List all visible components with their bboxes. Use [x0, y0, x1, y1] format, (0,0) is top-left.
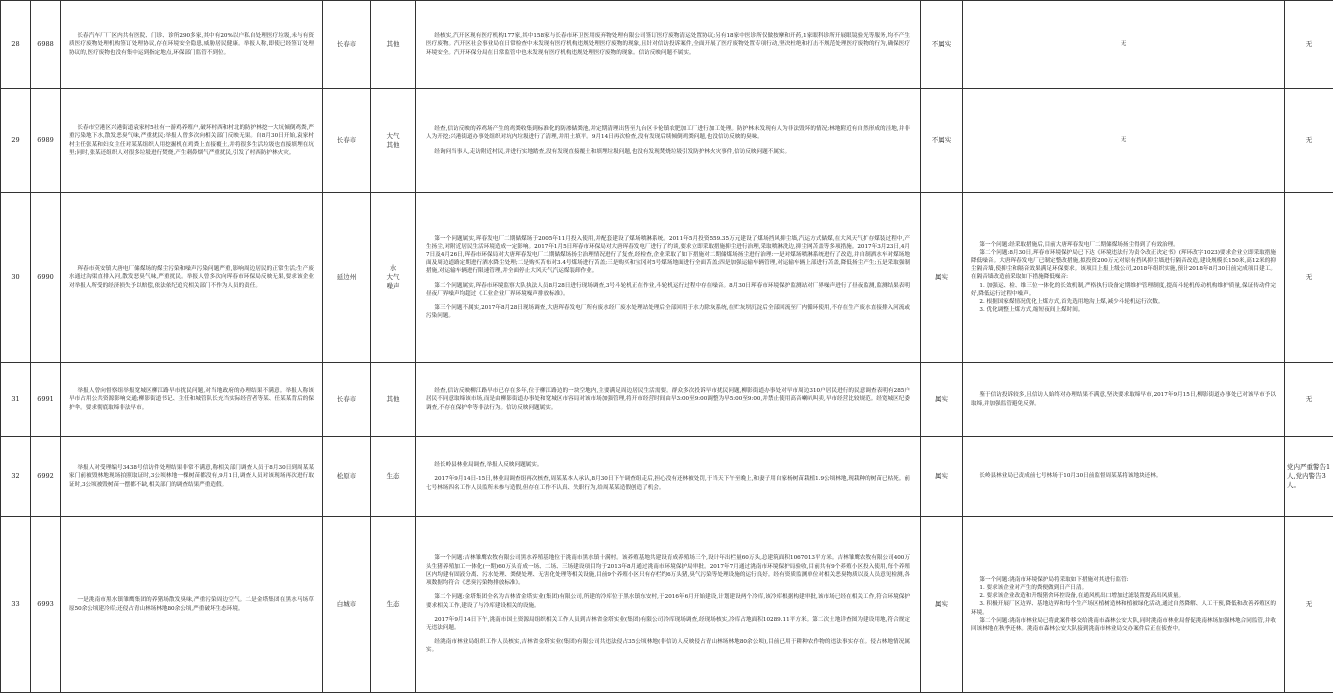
investigation-result: [416, 363, 921, 437]
result-paragraph: 经洮南市林业局组织工作人员核实,吉林省金塔实业(集团)有限公司共违法侵占35公顷林地(非信访人反映侵占青山林场林地80余公顷),目前已用于耕种农作物的违法事实存在。侵占林地情况属实。: [426, 638, 910, 654]
result-paragraph: 第二个问题属实,珲春市环境监察大队执法人员8月28日进行现场调查,3号斗轮机正在作业,斗轮机运行过程中存在噪音。8月30日珲春市环境保护监测站对厂界噪声进行了昼夜监测,监测结果表明昼夜厂界噪声均超过《工业企业厂界环境噪声排放标准》。: [426, 282, 910, 298]
pollution-type: 生态: [371, 437, 416, 517]
complaint-text: [61, 1, 323, 89]
investigation-result: [416, 193, 921, 363]
city-cell: 长春市: [323, 1, 371, 89]
pollution-type: 大气 其他: [371, 89, 416, 193]
handling-paragraph: 2. 根据国家煤情况优化上煤方式,首先选用地沟上煤,减少斗轮机运行次数。: [971, 298, 1276, 306]
verdict-cell: 属实: [921, 517, 963, 693]
handling-paragraph: 第二个问题:8月30日,珲春市环境保护局已下达《环境违法行为责令改正决定书》(珲环改字1023)要求企业立即采取措施降低噪音。大唐珲春发电厂已制定整改措施,拟投资200万元对原有挡风抑尘墙进行隔音改造,建设规模长150米,高12米的抑尘隔音墙,使抑尘和隔音效果满足环保要求。该项目上报上级公司,2018年组织实施,预计2018年8月30日前完成项目建工。在隔音墙改造前采取如下措施降低噪音:: [971, 249, 1276, 282]
city-cell: 长春市: [323, 363, 371, 437]
complaint-id: 6991: [31, 363, 61, 437]
result-paragraph: 第一个问题:吉林雏鹰农牧有限公司黑水养殖基地位于洮南市黑水镇十满村。该养殖基地共建设育成养殖场三个,设计年出栏量60万头,总建筑面积1067013平方米。吉林雏鹰农牧有限公司400万头生猪养殖加工一体化(一期)60万头育成一场、二场、三场建设项目均于2013年8月通过洮南市环境保护局审批。2017年7月通过洮南市环境保护局验收,目前共有9个养殖小区投入使用,每个养殖区内均建有固液分离、污水处理、粪便处理、无害化处理等相关设施,目前9个养殖小区只有存栏约6万头猪,臭气污染等处理设施的运行良好。经有资质监测单位对相关恶臭物质以及人员意见检测,各项数据均符合《恶臭污染物排放标准》。: [426, 554, 910, 587]
accountability-cell: 无: [1285, 89, 1333, 193]
complaint-paragraph: 珲春市英安镇大唐电厂储煤场的煤尘污染和噪声污染问题严重,影响周边居民的正常生活;生产废水通过沟渠直排入河,散发恶臭气味,严重扰民。举报人曾多次向珲春市环保局反映无果,要求该企业对举报人所受的经济损失予以赔偿,依法依纪追究相关部门不作为人员的责任。: [69, 265, 314, 290]
pollution-type: 其他: [371, 1, 416, 89]
row-number: 30: [1, 193, 31, 363]
verdict-cell: 属实: [921, 437, 963, 517]
table-row: [1, 363, 1333, 437]
table-row: [1, 437, 1333, 517]
result-paragraph: 经查,信访反映柳江路早市已存在多年,位于柳江路边的一块空地内,主要满足周边居民生活需要。群众多次投诉早市扰民问题,柳影街道办事处对早市周边310户居民进行的民意调查表明有285户居民不同意取缔该市场,而是由柳影街道办事处和宽城区市容局对该市场加强管理,将开市经营时间由早3:00至9:00调整为早5:00至9:00,并禁止使用高音喇叭叫卖,早市经营比较规范。经宽城区纪委调查,不存在保护伞等非法行为。信访反映问题属实。: [426, 387, 910, 412]
result-paragraph: 第二个问题:金塔集团全名为吉林省金塔实业(集团)有限公司,所建的冷库位于黑水镇东安村,于2016年6月开始建设,计划建设两个冷库,该冷库根据构建审批,该市场已经在相关工作,符合环境保护要求相关工作,建设了与冷库建设相关的设施。: [426, 593, 910, 609]
handling-paragraph: 第一个问题:经采取措施后,目前大唐珲春发电厂二期储煤场扬尘得到了有效治理。: [971, 241, 1276, 249]
complaint-id: 6990: [31, 193, 61, 363]
handling-paragraph: 第一个问题:洮南市环境保护局将采取如下措施对其进行监管:: [971, 576, 1276, 584]
complaint-paragraph: 长春市空港区兴港街道袁家村5社有一游鸡养殖户,破坏村西和村北的防护林挖一大坑倾倒鸡粪,严重污染地下水,散发恶臭气味,严重扰民;举报人曾多次向相关部门反映无果。自8月30日开始,袁家村村主任张某和妇女主任对某某组织人用挖掘机在鸡粪上直接覆土,并将很多生活垃圾也直接填埋在坑里;同时,张某还组织人对很多垃圾进行焚烧,产生刺鼻烟气严重扰民,引发了村西防护林火灾。: [69, 124, 314, 157]
handling-measures: [963, 363, 1285, 437]
result-paragraph: 2017年9月14日-15日,林业局调查组再次核查,周某某本人承认,8月30日下午调查组走后,担心没有还林被处罚,于当天下午至晚上,和妻子用自家杨树苗栽植1.9公顷林地,现栽种的树苗已枯死。前七号林场四名工作人员监所未参与造假,但存在工作不认真、失职行为,给周某某造假创造了机会。: [426, 475, 910, 491]
city-cell: 松原市: [323, 437, 371, 517]
city-cell: 长春市: [323, 89, 371, 193]
result-paragraph: 经查,信访反映的养鸡场产生的鸡粪收集到标准化的防渗储粪池,并定期清理出售至九台区卡伦镇农肥加工厂进行加工处理。防护林未发现有人为非法毁坏的情况;林地附近有自然形成的洼地,并非人为开挖;兴港街道办事处组织对坑内垃圾进行了清理,并用土填平。9月14日再次检查,没有发现后续倾倒鸡粪问题,也没信访反映的臭味。: [426, 125, 910, 141]
handling-paragraph: 长岭县林业局已责成前七号林场于10月30日前监督周某某将该地块还林。: [971, 472, 1276, 480]
row-number: 31: [1, 363, 31, 437]
complaint-text: [61, 193, 323, 363]
verdict-cell: 属实: [921, 363, 963, 437]
table-row: [1, 517, 1333, 693]
row-number: 33: [1, 517, 31, 693]
complaint-id: 6993: [31, 517, 61, 693]
handling-measures: [963, 437, 1285, 517]
handling-paragraph: 2. 要求该企业改造和升级猪舍环控设备,在通风机出口增加过滤装置提高出风质量。: [971, 592, 1276, 600]
investigation-result: [416, 517, 921, 693]
verdict-cell: 不属实: [921, 89, 963, 193]
investigation-result: [416, 89, 921, 193]
handling-paragraph: 鉴于信访投诉较多,且信访人始终对办理结果不满意,坚决要求取缔早市,2017年9月15日,柳影街道办事处已对该早市予以取缔,并加强监管避免反弹。: [971, 391, 1276, 407]
verdict-cell: 不属实: [921, 1, 963, 89]
complaint-id: 6989: [31, 89, 61, 193]
complaint-id: 6992: [31, 437, 61, 517]
verdict-cell: 属实: [921, 193, 963, 363]
complaint-text: [61, 517, 323, 693]
table-row: [1, 193, 1333, 363]
table-row: [1, 89, 1333, 193]
handling-measures: [963, 89, 1285, 193]
accountability-cell: 党内严重警告1人,党内警告3人。: [1285, 437, 1333, 517]
city-cell: 白城市: [323, 517, 371, 693]
handling-paragraph: 3. 积极开展厂区边界、基地边界和每个生产场区植树造林和植被绿化活动,通过自然降解、人工干预,降低和改善养殖区的环境。: [971, 600, 1276, 616]
complaint-text: [61, 437, 323, 517]
handling-measures: [963, 1, 1285, 89]
pollution-type: 水 大气 噪声: [371, 193, 416, 363]
result-paragraph: 第三个问题不属实,2017年8月28日现场调查,大唐珲春发电厂所有废水经厂废水处理站处理后全部回用于水力除灰系统,在贮灰坝沉淀后全部回流至厂内循环使用,不存在生产废水直接排入河流或污染问题。: [426, 304, 910, 320]
result-paragraph: 第一个问题属实,珲春发电厂二期储煤场于2005年11月投入使用,并配套建设了煤场喷淋系统。2011年5月投资559.35万元建设了煤场挡风抑尘墙,汽运方式储煤,在大风天气扩存煤装过程中,产生扬尘,对附近居民生活环境造成一定影响。2017年1月5日珲春市环保局对大唐珲春发电厂进行了约谈,要求立即采取措施抑尘进行治理,采取喷淋洗边,抑尘网苫盖等多项措施。2017年3月23日,4月7日及4月26日,珲春市环保局对大唐珲春发电厂二期储煤场扬尘治理情况进行了复查,经检查,企业采取了如下措施对二期储煤场扬尘进行治理:一是对煤场喷淋系统进行了改造,并自制洒水车对煤场地面及周边道路定期进行洒水降尘处理;二是购买苫布对3.4号煤场进行苫盖;三是购买和宝冈对5号煤场地面进行全面苫盖;四是加强运输车辆管理,对运输车辆上部进行苫盖,降低扬尘产生;五是采取强制措施,对运输车辆进行限速管理,并全面停止大风天气汽运煤装卸作业。: [426, 235, 910, 276]
complaint-paragraph: 举报人对受理编号3438号信访件处理结果非常不满意,称相关部门调查人员于8月30日到周某某家门前被毁林地现场拍照取证时,3公顷林地一棵树苗都没有,9月1日,调查人员对该现场再次进行取证时,3公顷被毁树苗一摆都不缺,相关部门的调查结果严重造假。: [69, 464, 314, 489]
handling-measures: [963, 193, 1285, 363]
handling-paragraph: 无: [971, 40, 1276, 48]
complaint-paragraph: 举报人曾向督察组举报宽城区柳江路早市扰民问题,对当地政府的办理结果不满意。举报人称该早市占用公共资源影响交通;柳影街道书记、主任和城管队长充当实际经营者等某、任某某背后的保护伞。要求彻底取缔非法早市。: [69, 387, 314, 412]
handling-paragraph: 第二个问题:洮南市林业局已将此案件移交给洮南市森林公安大队,同时洮南市林业局督促洮南林场加强林地合同监管,并收回该林地在秋季还林。洮南市森林公安大队接到洮南市林业局交办案件后正在侦查中。: [971, 617, 1276, 633]
city-cell: 延边州: [323, 193, 371, 363]
complaint-id: 6988: [31, 1, 61, 89]
result-paragraph: 经询问当事人,走访附近村民,并进行实地踏查,没有发现直接覆土和填埋垃圾问题,也没有发现焚烧垃圾引发防护林火灾事件,信访反映问题不属实。: [426, 148, 910, 156]
row-number: 28: [1, 1, 31, 89]
table-row: [1, 1, 1333, 89]
row-number: 29: [1, 89, 31, 193]
handling-paragraph: 无: [971, 136, 1276, 144]
accountability-cell: 无: [1285, 363, 1333, 437]
pollution-type: 生态: [371, 517, 416, 693]
result-paragraph: 经核实,汽开区现有医疗机构177家,其中158家与长春市环卫医用废弃物处理有限公司签订医疗废物清运处置协议;另有18家中医诊所仅做按摩和开药,1家眼科诊所开展眼镜验光等服务,均不产生医疗废物。汽开区社会事业局在日常检查中未发现有医疗机构违规处理医疗废物的现象,且针对信访投诉案件,全面开展了医疗废物处置专项行动,坚决杜绝和打击不规范处理医疗废物的行为,确保医疗环境安全。汽开环保分局在日常监管中也未发现有医疗机构违规处理医疗废物的现象。信访反映问题不属实。: [426, 32, 910, 57]
pollution-type: 其他: [371, 363, 416, 437]
complaint-paragraph: 长春汽车厂厂区内共有医院、门诊、诊所290多家,其中有20%以户私自处理医疗垃圾,未与有资质医疗废物处理机构签订处理协议,存在环境安全隐患,威胁居民健康。举报人称,即使已经签订处理协议的,医疗废物也没有集中运到指定地点,环保部门监管不到位。: [69, 32, 314, 57]
accountability-cell: 无: [1285, 1, 1333, 89]
investigation-result: [416, 437, 921, 517]
handling-paragraph: 3. 优化调整上煤方式,缩短夜间上煤时间。: [971, 306, 1276, 314]
investigation-result: [416, 1, 921, 89]
result-paragraph: 2017年9月14日下午,洮南市国土资源局组织相关工作人员到吉林省金塔实业(集团)有限公司冷库现场调查,经现场核实,冷库占地面积10289.11平方米。第二次土地详查图为建设用地,符合规定无违法问题。: [426, 616, 910, 632]
handling-measures: [963, 517, 1285, 693]
complaint-text: [61, 363, 323, 437]
complaint-paragraph: 一是洮南市黑水镇雏鹰集团的养猪场散发臭味,严重污染周边空气。二是金塔集团在黑水马场草原50余公顷建冷库;还侵占青山林场林地80余公顷,严重破坏生态环境。: [69, 596, 314, 612]
accountability-cell: 无: [1285, 517, 1333, 693]
handling-paragraph: 1. 要求该企业对产生的粪便做到日产日清。: [971, 584, 1276, 592]
handling-paragraph: 1. 加强运、检、维三位一体化的长效机制,严格执行设备定期维护管理制度,提高斗轮机传动机构维护质量,保证传动件完好,降低运行过程中噪声。: [971, 282, 1276, 298]
row-number: 32: [1, 437, 31, 517]
result-paragraph: 经长岭县林业局调查,举报人反映问题属实。: [426, 461, 910, 469]
accountability-cell: 无: [1285, 193, 1333, 363]
complaint-text: [61, 89, 323, 193]
